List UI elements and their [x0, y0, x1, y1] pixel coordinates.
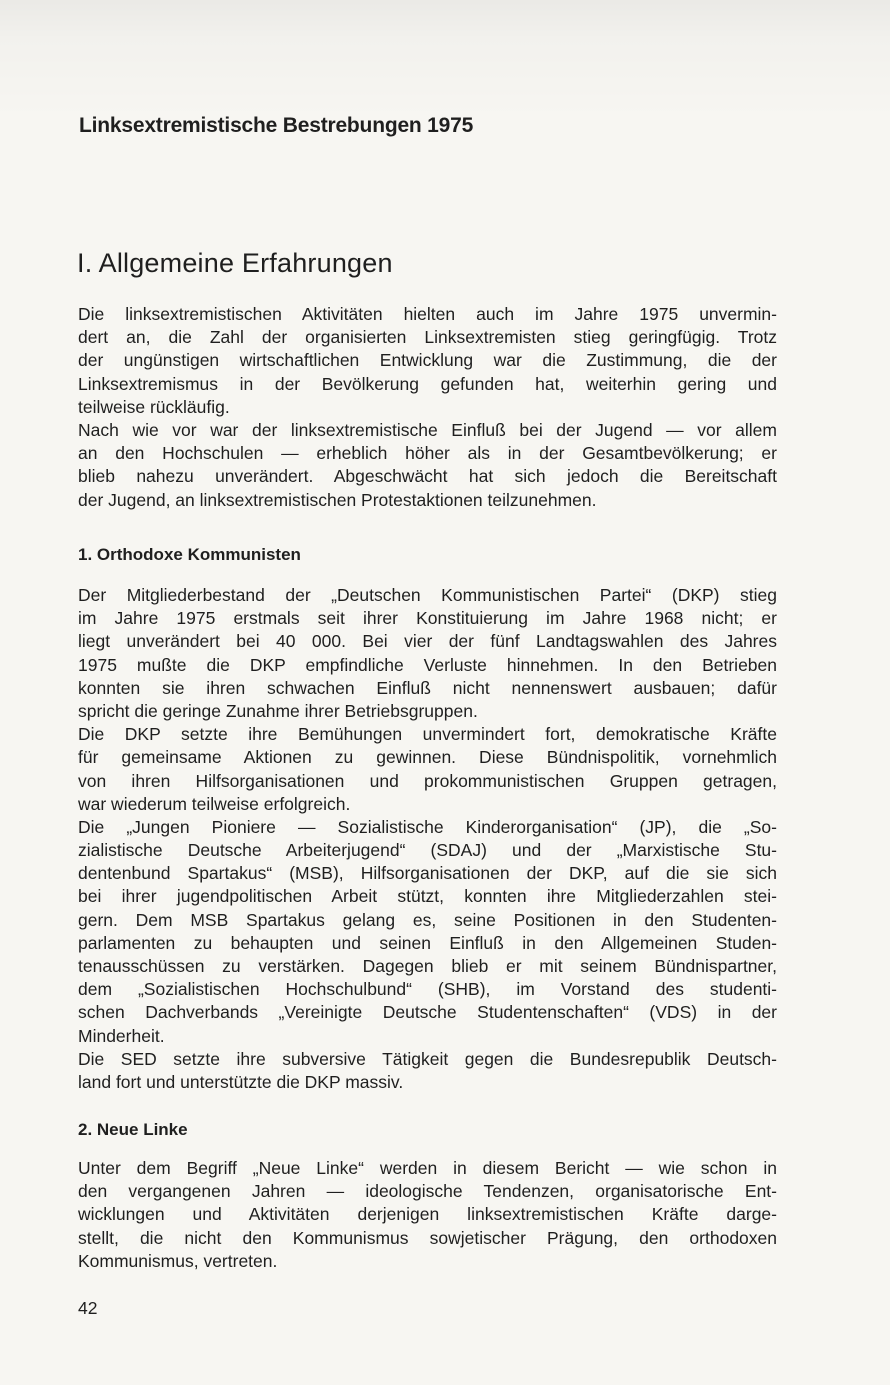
text-line: Minderheit.	[78, 1025, 165, 1046]
text-line: tenausschüssen zu verstärken. Dagegen blieb er mit seinem Bündnispartner,	[78, 956, 777, 976]
intro-paragraphs	[78, 303, 777, 512]
text-line: parlamenten zu behaupten und seinen Einfluß in den Allgemeinen Studen-	[78, 932, 777, 953]
text-line: Linksextremismus in der Bevölkerung gefunden hat, weiterhin gering und	[78, 373, 777, 394]
text-line: den vergangenen Jahren — ideologische Tendenzen, organisatorische Ent-	[78, 1181, 777, 1202]
text-line: im Jahre 1975 erstmals seit ihrer Konstituierung im Jahre 1968 nicht; er	[78, 608, 777, 629]
text-line: bei ihrer jugendpolitischen Arbeit stützt, konnten ihre Mitgliederzahlen stei-	[78, 886, 777, 907]
section-heading-allgemeine-erfahrungen: I. Allgemeine Erfahrungen	[77, 248, 393, 278]
text-line: blieb nahezu unverändert. Abgeschwächt hat sich jedoch die Bereitschaft	[78, 466, 777, 487]
text-line: an den Hochschulen — erheblich höher als in der Gesamtbevölkerung; er	[78, 443, 777, 464]
text-line: war wiederum teilweise erfolgreich.	[78, 793, 351, 814]
text-line: von ihren Hilfsorganisationen und prokommunistischen Gruppen getragen,	[78, 770, 777, 791]
text-line: land fort und unterstützte die DKP massiv.	[78, 1071, 404, 1092]
text-line: stellt, die nicht den Kommunismus sowjetischer Prägung, den orthodoxen	[78, 1227, 777, 1248]
page-title: Linksextremistische Bestrebungen 1975	[79, 114, 474, 137]
text-line: Die linksextremistischen Aktivitäten hielten auch im Jahre 1975 unvermin-	[78, 304, 777, 324]
text-line: 1975 mußte die DKP empfindliche Verluste hinnehmen. In den Betrieben	[78, 654, 777, 675]
neue-linke-paragraphs	[78, 1157, 777, 1273]
text-line: schen Dachverbands „Vereinigte Deutsche Studentenschaften“ (VDS) in der	[78, 1002, 777, 1023]
text-line: spricht die geringe Zunahme ihrer Betriebsgruppen.	[78, 700, 478, 721]
text-line: Unter dem Begriff „Neue Linke“ werden in diesem Bericht — wie schon in	[78, 1158, 777, 1178]
text-line: Die SED setzte ihre subversive Tätigkeit gegen die Bundesrepublik Deutsch-	[78, 1048, 777, 1069]
text-line: liegt unverändert bei 40 000. Bei vier der fünf Landtagswahlen des Jahres	[78, 631, 777, 652]
text-line: Kommunismus, vertreten.	[78, 1250, 278, 1271]
text-line: dem „Sozialistischen Hochschulbund“ (SHB), im Vorstand des studenti-	[78, 979, 777, 1000]
text-line: konnten sie ihren schwachen Einfluß nicht nennenswert ausbauen; dafür	[78, 677, 777, 698]
text-line: Die „Jungen Pioniere — Sozialistische Kinderorganisation“ (JP), die „So-	[78, 816, 777, 837]
subsection-heading-neue-linke: 2. Neue Linke	[78, 1120, 188, 1139]
text-line: Der Mitgliederbestand der „Deutschen Kommunistischen Partei“ (DKP) stieg	[78, 585, 777, 605]
text-line: dert an, die Zahl der organisierten Linksextremisten stieg geringfügig. Trotz	[78, 327, 777, 348]
subsection-heading-orthodoxe-kommunisten: 1. Orthodoxe Kommunisten	[78, 545, 301, 564]
text-line: für gemeinsame Aktionen zu gewinnen. Diese Bündnispolitik, vornehmlich	[78, 747, 777, 768]
text-line: Nach wie vor war der linksextremistische Einfluß bei der Jugend — vor allem	[78, 419, 777, 440]
orthodoxe-kommunisten-paragraphs	[78, 584, 777, 1094]
text-line: der ungünstigen wirtschaftlichen Entwicklung war die Zustimmung, die der	[78, 350, 777, 371]
text-line: zialistische Deutsche Arbeiterjugend“ (SDAJ) und der „Marxistische Stu-	[78, 840, 777, 861]
text-line: teilweise rückläufig.	[78, 396, 230, 417]
page-number: 42	[78, 1298, 98, 1318]
text-line: wicklungen und Aktivitäten derjenigen linksextremistischen Kräfte darge-	[78, 1204, 777, 1225]
text-line: der Jugend, an linksextremistischen Protestaktionen teilzunehmen.	[78, 489, 597, 510]
text-line: gern. Dem MSB Spartakus gelang es, seine Positionen in den Studenten-	[78, 909, 777, 930]
text-line: Die DKP setzte ihre Bemühungen unvermindert fort, demokratische Kräfte	[78, 724, 777, 745]
text-line: dentenbund Spartakus“ (MSB), Hilfsorganisationen der DKP, auf die sie sich	[78, 863, 777, 884]
